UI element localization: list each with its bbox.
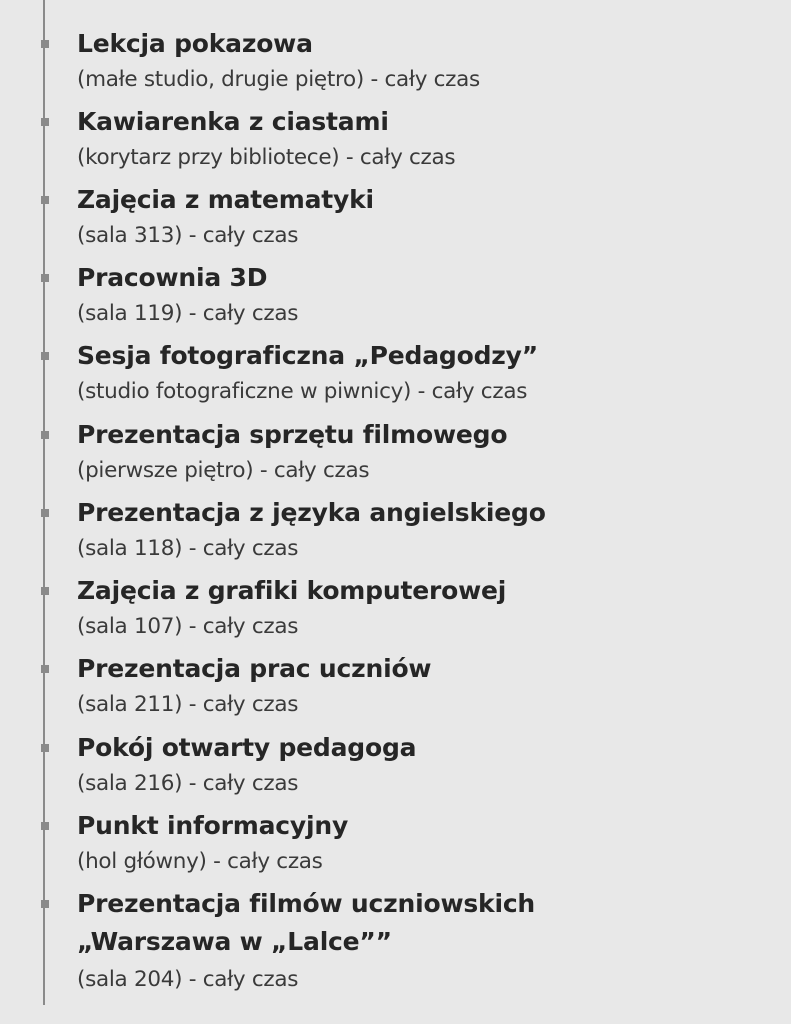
bullet-marker-icon: [41, 352, 49, 360]
event-detail: (korytarz przy bibliotece) - cały czas: [77, 145, 456, 170]
bullet-marker-icon: [41, 274, 49, 282]
event-detail: (małe studio, drugie piętro) - cały czas: [77, 67, 480, 92]
bullet-marker-icon: [41, 196, 49, 204]
bullet-marker-icon: [41, 822, 49, 830]
event-title: Kawiarenka z ciastami: [77, 107, 389, 136]
event-title-line2: „Warszawa w „Lalce””: [77, 927, 392, 956]
event-detail: (hol główny) - cały czas: [77, 849, 323, 874]
event-detail: (sala 118) - cały czas: [77, 536, 299, 561]
bullet-marker-icon: [41, 900, 49, 908]
event-detail: (sala 313) - cały czas: [77, 223, 299, 248]
event-detail: (studio fotograficzne w piwnicy) - cały czas: [77, 379, 528, 404]
bullet-marker-icon: [41, 431, 49, 439]
event-detail: (sala 119) - cały czas: [77, 301, 299, 326]
bullet-marker-icon: [41, 509, 49, 517]
event-title: Prezentacja prac uczniów: [77, 654, 432, 683]
event-detail: (sala 216) - cały czas: [77, 771, 299, 796]
event-title: Sesja fotograficzna „Pedagodzy”: [77, 341, 538, 370]
event-detail: (sala 204) - cały czas: [77, 967, 299, 992]
bullet-marker-icon: [41, 665, 49, 673]
event-title: Prezentacja z języka angielskiego: [77, 498, 546, 527]
event-title: Prezentacja sprzętu filmowego: [77, 420, 508, 449]
event-title: Punkt informacyjny: [77, 811, 349, 840]
event-title: Prezentacja filmów uczniowskich: [77, 889, 536, 918]
bullet-marker-icon: [41, 118, 49, 126]
event-detail: (sala 107) - cały czas: [77, 614, 299, 639]
event-title: Pracownia 3D: [77, 263, 268, 292]
event-title: Lekcja pokazowa: [77, 29, 313, 58]
bullet-marker-icon: [41, 744, 49, 752]
event-title: Pokój otwarty pedagoga: [77, 733, 417, 762]
bullet-marker-icon: [41, 587, 49, 595]
event-title: Zajęcia z matematyki: [77, 185, 374, 214]
event-title: Zajęcia z grafiki komputerowej: [77, 576, 507, 605]
bullet-marker-icon: [41, 40, 49, 48]
event-detail: (sala 211) - cały czas: [77, 692, 299, 717]
event-detail: (pierwsze piętro) - cały czas: [77, 458, 370, 483]
